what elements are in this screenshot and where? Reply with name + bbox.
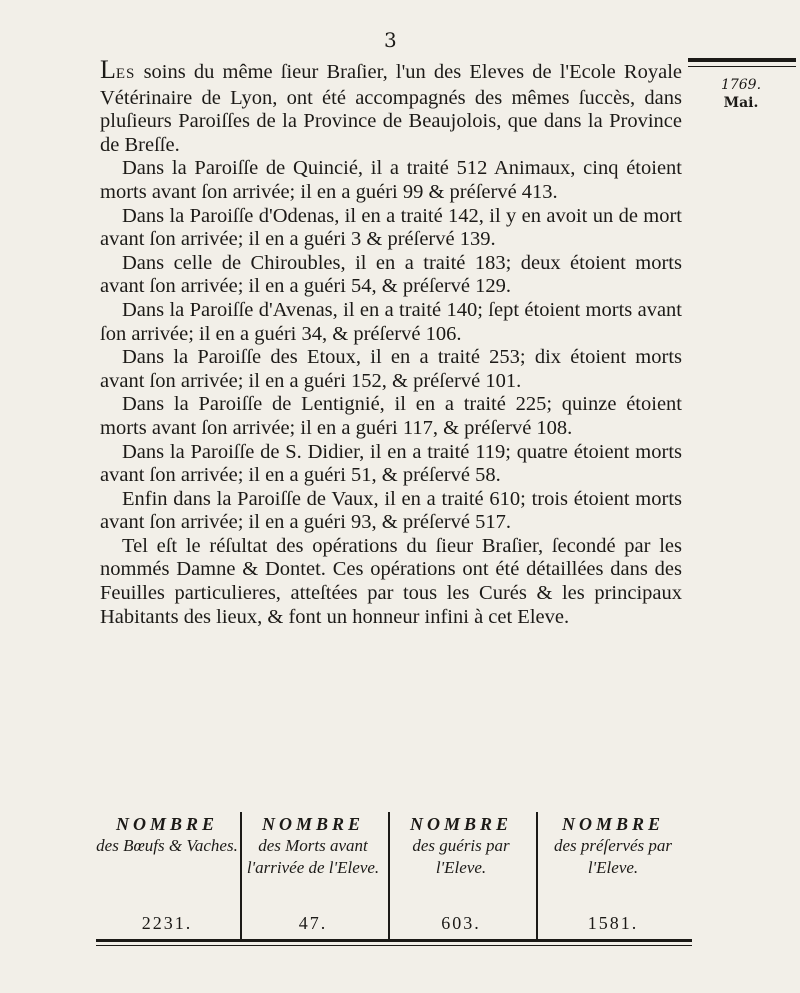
column-header: NOMBRE xyxy=(115,814,219,834)
small-caps: ES xyxy=(115,66,136,82)
column-value: 2231. xyxy=(141,913,193,933)
header-rule-thin xyxy=(688,66,796,67)
column-header: NOMBRE xyxy=(261,814,365,834)
table-column-total xyxy=(96,812,238,938)
column-subheader: des guéris par l'Eleve. xyxy=(412,836,510,877)
table-bottom-rule xyxy=(96,939,692,942)
column-value: 1581. xyxy=(587,913,639,933)
paragraph-vaux: Enfin dans la Paroiſſe de Vaux, il en a traité 610; trois étoient morts avant ſon arrivée; il en a guéri 93, & préſervé 517. xyxy=(100,487,682,534)
paragraph-summary: Tel eſt le réſultat des opérations du ſieur Braſier, ſecondé par les nommés Damne & Dontet. Ces opérations ont été détaillées dans des Feuilles particulieres, atteſtées par tous les Curés & les principaux Habitants des lieux, & font un honneur infini à cet Eleve. xyxy=(100,534,682,628)
summary-table xyxy=(96,812,690,944)
margin-note xyxy=(712,76,770,112)
margin-year: 1769. xyxy=(720,77,762,93)
paragraph-chiroubles: Dans celle de Chiroubles, il en a traité 183; deux étoient morts avant ſon arrivée; il en a guéri 54, & préſervé 129. xyxy=(100,251,682,298)
column-subheader: des Morts avant l'arrivée de l'Eleve. xyxy=(246,836,380,877)
paragraph-intro-text: soins du même ſieur Braſier, l'un des Eleves de l'Ecole Royale Vétérinaire de Lyon, ont été accompagnés des mêmes ſuccès, dans pluſieurs Paroiſſes de la Province de Beaujolois, que dans la Province de Breſſe. xyxy=(100,61,682,156)
table-column-cured xyxy=(390,812,532,938)
header-rule xyxy=(688,58,796,62)
column-header: NOMBRE xyxy=(561,814,665,834)
paragraph-intro xyxy=(100,55,682,157)
body-text xyxy=(100,55,682,629)
paragraph-quincie: Dans la Paroiſſe de Quincié, il a traité 512 Animaux, cinq étoient morts avant ſon arrivée; il en a guéri 99 & préſervé 413. xyxy=(100,157,682,203)
paragraph-saint-didier: Dans la Paroiſſe de S. Didier, il en a traité 119; quatre étoient morts avant ſon arrivée; il en a guéri 51, & préſervé 58. xyxy=(100,440,682,487)
table-bottom-rule-thin xyxy=(96,945,692,946)
table-column-dead xyxy=(242,812,384,938)
paragraph-odenas: Dans la Paroiſſe d'Odenas, il en a traité 142, il y en avoit un de mort avant ſon arrivée; il en a guéri 3 & préſervé 139. xyxy=(100,204,682,251)
column-subheader: des préſervés par l'Eleve. xyxy=(553,836,673,877)
paragraph-avenas: Dans la Paroiſſe d'Avenas, il en a traité 140; ſept étoient morts avant ſon arrivée; il en a guéri 34, & préſervé 106. xyxy=(100,298,682,345)
margin-month: Mai. xyxy=(723,95,759,111)
column-header: NOMBRE xyxy=(409,814,513,834)
column-value: 603. xyxy=(441,913,481,933)
page-number: 3 xyxy=(384,28,397,52)
column-subheader: des Bœufs & Vaches. xyxy=(96,836,238,855)
table-column-preserved xyxy=(538,812,688,938)
paragraph-etoux: Dans la Paroiſſe des Etoux, il en a traité 253; dix étoient morts avant ſon arrivée; il en a guéri 152, & préſervé 101. xyxy=(100,346,682,392)
paragraph-lentignie: Dans la Paroiſſe de Lentignié, il en a traité 225; quinze étoient morts avant ſon arrivée; il en a guéri 117, & préſervé 108. xyxy=(100,393,682,439)
column-value: 47. xyxy=(298,913,328,933)
drop-cap: L xyxy=(100,55,116,84)
